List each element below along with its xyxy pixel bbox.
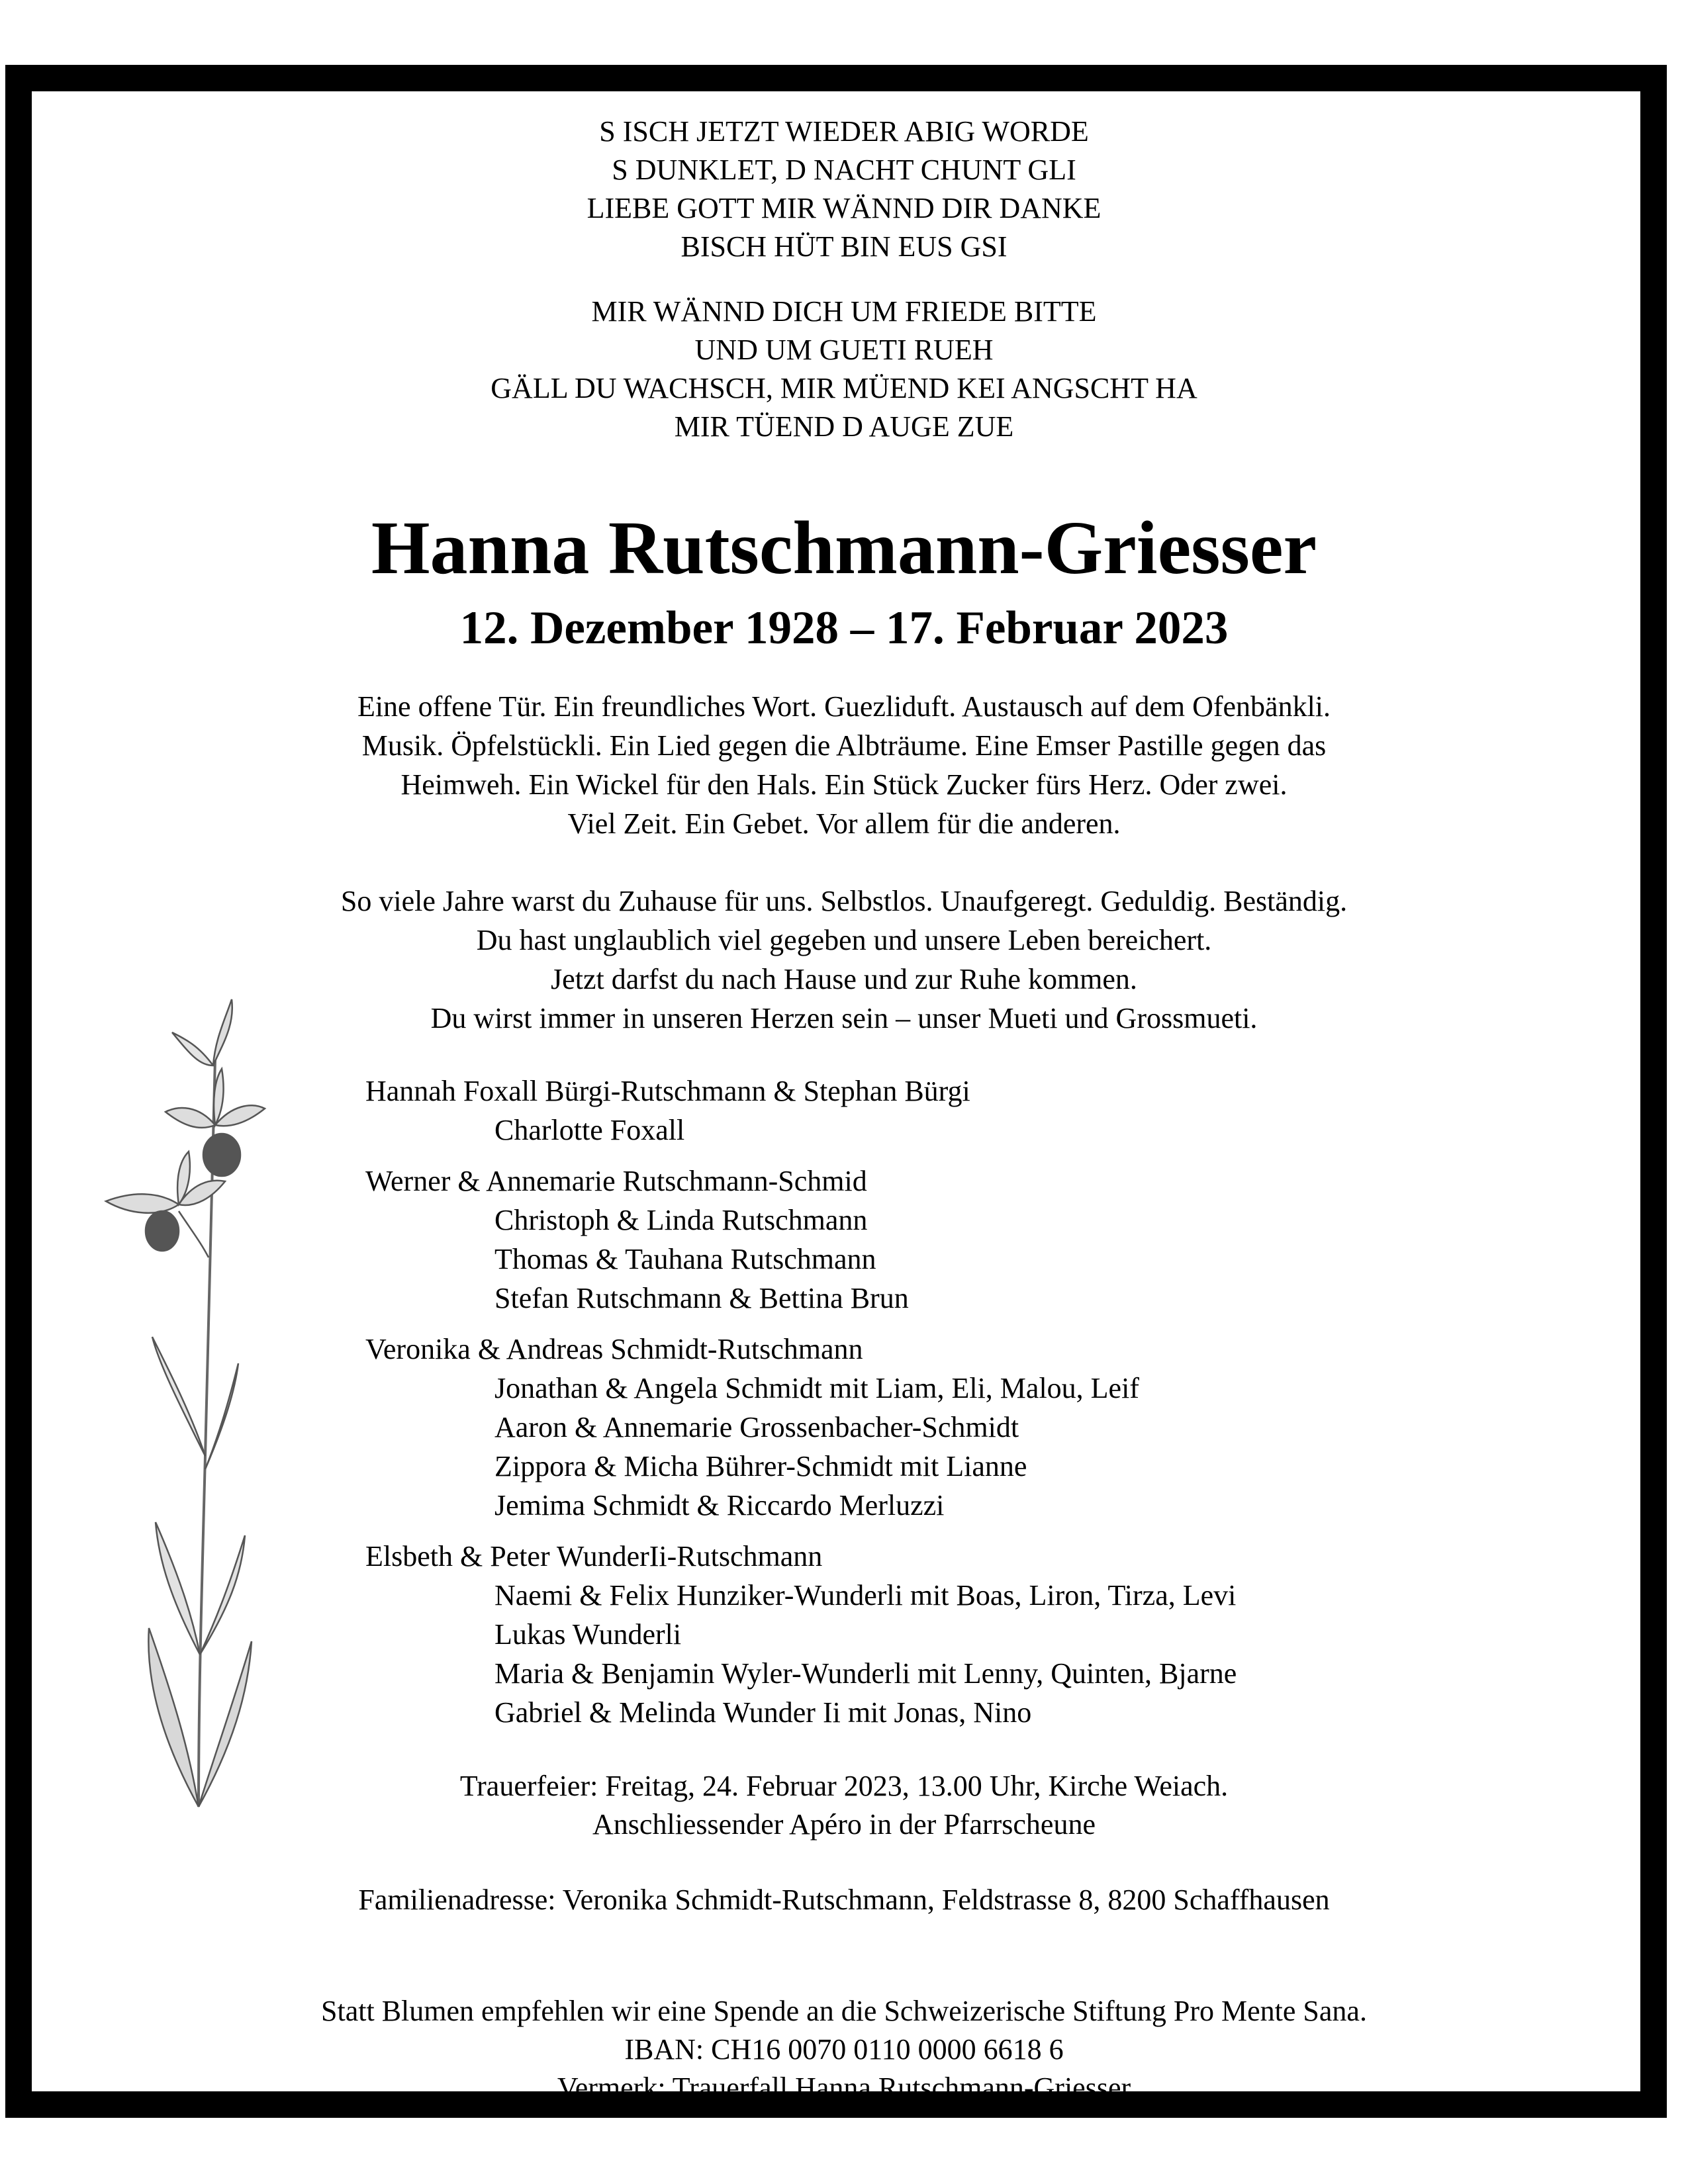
family-address bbox=[0, 1881, 1688, 1919]
tribute-line: Musik. Öpfelstückli. Ein Lied gegen die Albträume. Eine Emser Pastille gegen das bbox=[361, 729, 1327, 762]
family-group bbox=[365, 1537, 1491, 1732]
family-group bbox=[365, 1330, 1491, 1525]
poem-line: S ISCH JETZT WIEDER ABIG WORDE bbox=[599, 115, 1089, 148]
poem-line: MIR TÜEND D AUGE ZUE bbox=[674, 410, 1014, 443]
tribute-line: Jetzt darfst du nach Hause und zur Ruhe kommen. bbox=[551, 963, 1137, 995]
poem-line: LIEBE GOTT MIR WÄNND DIR DANKE bbox=[586, 192, 1102, 224]
funeral-service-line: Trauerfeier: Freitag, 24. Februar 2023, 13.00 Uhr, Kirche Weiach. bbox=[459, 1770, 1229, 1802]
iban-line: IBAN: CH16 0070 0110 0000 6618 6 bbox=[624, 2033, 1064, 2066]
family-child: Stefan Rutschmann & Bettina Brun bbox=[494, 1282, 909, 1314]
poem-line: UND UM GUETI RUEH bbox=[694, 334, 994, 366]
donation-info bbox=[0, 1992, 1688, 2107]
tribute-line: Du wirst immer in unseren Herzen sein – unser Mueti und Grossmueti. bbox=[430, 1002, 1258, 1034]
family-parent: Elsbeth & Peter WunderIi-Rutschmann bbox=[365, 1540, 823, 1572]
family-child: Christoph & Linda Rutschmann bbox=[494, 1204, 868, 1236]
poem-line: BISCH HÜT BIN EUS GSI bbox=[680, 230, 1008, 263]
tribute-line: Du hast unglaublich viel gegeben und unsere Leben bereichert. bbox=[476, 924, 1212, 956]
family-child: Aaron & Annemarie Grossenbacher-Schmidt bbox=[494, 1411, 1019, 1443]
poem-line: S DUNKLET, D NACHT CHUNT GLI bbox=[612, 154, 1076, 186]
family-group bbox=[365, 1071, 1491, 1150]
poem-stanza-2 bbox=[0, 293, 1688, 446]
family-parent: Hannah Foxall Bürgi-Rutschmann & Stephan Bürgi bbox=[365, 1075, 970, 1107]
deceased-name: Hanna Rutschmann-Griesser bbox=[371, 506, 1317, 590]
family-child: Jemima Schmidt & Riccardo Merluzzi bbox=[494, 1489, 945, 1522]
family-child: Charlotte Foxall bbox=[494, 1114, 685, 1146]
family-child: Maria & Benjamin Wyler-Wunderli mit Lenny, Quinten, Bjarne bbox=[494, 1657, 1237, 1690]
tribute-line: So viele Jahre warst du Zuhause für uns. Selbstlos. Unaufgeregt. Geduldig. Beständig. bbox=[340, 885, 1348, 917]
poem-stanza-1 bbox=[0, 113, 1688, 266]
reception-line: Anschliessender Apéro in der Pfarrscheune bbox=[592, 1808, 1096, 1841]
reference-line: Vermerk: Trauerfall Hanna Rutschmann-Griesser bbox=[557, 2071, 1131, 2104]
family-parent: Werner & Annemarie Rutschmann-Schmid bbox=[365, 1165, 867, 1197]
family-parent: Veronika & Andreas Schmidt-Rutschmann bbox=[365, 1333, 863, 1365]
donation-line: Statt Blumen empfehlen wir eine Spende an die Schweizerische Stiftung Pro Mente Sana. bbox=[321, 1995, 1367, 2027]
family-child: Zippora & Micha Bührer-Schmidt mit Lianne bbox=[494, 1450, 1027, 1482]
family-child: Gabriel & Melinda Wunder Ii mit Jonas, Nino bbox=[494, 1696, 1032, 1729]
tribute-line: Viel Zeit. Ein Gebet. Vor allem für die anderen. bbox=[567, 807, 1121, 840]
poem-line: GÄLL DU WACHSCH, MIR MÜEND KEI ANGSCHT HA bbox=[491, 372, 1197, 404]
tribute-line: Eine offene Tür. Ein freundliches Wort. Guezliduft. Austausch auf dem Ofenbänkli. bbox=[357, 690, 1331, 723]
mourners-list bbox=[365, 1071, 1491, 1744]
family-group bbox=[365, 1161, 1491, 1318]
family-child: Jonathan & Angela Schmidt mit Liam, Eli, Malou, Leif bbox=[494, 1372, 1139, 1404]
tribute-paragraph-1 bbox=[0, 687, 1688, 843]
orchid-flower-illustration bbox=[99, 993, 298, 1820]
life-dates: 12. Dezember 1928 – 17. Februar 2023 bbox=[459, 602, 1229, 654]
family-child: Naemi & Felix Hunziker-Wunderli mit Boas, Liron, Tirza, Levi bbox=[494, 1579, 1237, 1612]
address-line: Familienadresse: Veronika Schmidt-Rutschmann, Feldstrasse 8, 8200 Schaffhausen bbox=[358, 1884, 1330, 1916]
tribute-line: Heimweh. Ein Wickel für den Hals. Ein Stück Zucker fürs Herz. Oder zwei. bbox=[400, 768, 1288, 801]
family-child: Thomas & Tauhana Rutschmann bbox=[494, 1243, 876, 1275]
family-child: Lukas Wunderli bbox=[494, 1618, 682, 1651]
poem-line: MIR WÄNND DICH UM FRIEDE BITTE bbox=[591, 295, 1097, 328]
